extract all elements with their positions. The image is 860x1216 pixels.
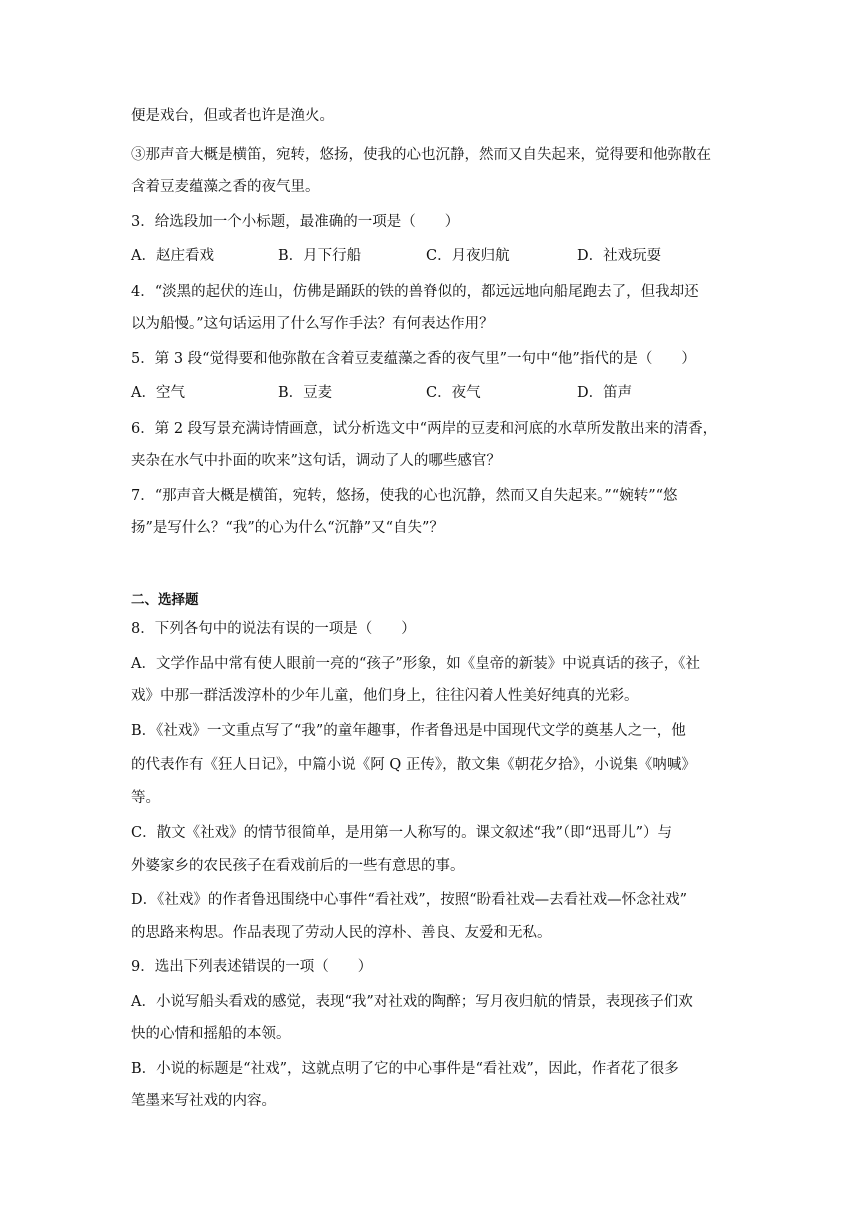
- question-9-option-b-cont: 笔墨来写社戏的内容。: [131, 1093, 276, 1109]
- passage-line: 含着豆麦蕴藻之香的夜气里。: [131, 179, 320, 195]
- question-8-option-c-cont: 外婆家乡的农民孩子在看戏前后的一些有意思的事。: [131, 858, 465, 874]
- question-6: 6．第 2 段写景充满诗情画意，试分析选文中“两岸的豆麦和河底的水草所发散出来的清香，: [131, 421, 718, 437]
- question-8-option-b-cont: 的代表作有《狂人日记》，中篇小说《阿 Q 正传》，散文集《朝花夕拾》，小说集《呐喊》: [131, 757, 696, 773]
- question-3-options: [131, 246, 751, 266]
- question-6-cont: 夹杂在水气中扑面的吹来”这句话，调动了人的哪些感官？: [131, 453, 501, 469]
- question-9: 9．选出下列表述错误的一项（ ）: [131, 959, 373, 975]
- option-c: C．月夜归航: [426, 248, 510, 264]
- option-c: C．夜气: [426, 385, 481, 401]
- option-a: A．空气: [131, 385, 185, 401]
- question-8-option-c: C．散文《社戏》的情节很简单，是用第一人称写的。课文叙述“我”（即“迅哥儿”）与: [131, 825, 672, 841]
- option-d: D．社戏玩耍: [577, 248, 662, 264]
- question-9-option-a: A．小说写船头看戏的感觉，表现“我”对社戏的陶醉；写月夜归航的情景，表现孩子们欢: [131, 994, 693, 1010]
- question-8-option-b-cont: 等。: [131, 790, 160, 806]
- question-9-option-a-cont: 快的心情和摇船的本领。: [131, 1026, 291, 1042]
- question-5: 5．第 3 段“觉得要和他弥散在含着豆麦蕴藻之香的夜气里”一句中“他”指代的是（ ）: [131, 351, 696, 367]
- question-4: 4．“淡黑的起伏的连山，仿佛是踊跃的铁的兽脊似的，都远远地向船尾跑去了，但我却还: [131, 284, 699, 300]
- section-heading: 二、选择题: [131, 592, 199, 608]
- question-7-cont: 扬”是写什么？“我”的心为什么“沉静”又“自失”？: [131, 520, 444, 536]
- question-9-option-b: B．小说的标题是“社戏”，这就点明了它的中心事件是“看社戏”，因此，作者花了很多: [131, 1061, 679, 1077]
- question-8-option-d: D．《社戏》的作者鲁迅围绕中心事件“看社戏”，按照“盼看社戏—去看社戏—怀念社戏”: [131, 892, 688, 908]
- question-8: 8．下列各句中的说法有误的一项是（ ）: [131, 621, 416, 637]
- question-8-option-a-cont: 戏》中那一群活泼淳朴的少年儿童，他们身上，往往闪着人性美好纯真的光彩。: [131, 688, 639, 704]
- question-8-option-d-cont: 的思路来构思。作品表现了劳动人民的淳朴、善良、友爱和无私。: [131, 925, 552, 941]
- question-3: 3．给选段加一个小标题，最准确的一项是（ ）: [131, 214, 460, 230]
- option-a: A．赵庄看戏: [131, 248, 214, 264]
- question-4-cont: 以为船慢。”这句话运用了什么写作手法？有何表达作用？: [131, 316, 494, 332]
- passage-line: ③那声音大概是横笛，宛转，悠扬，使我的心也沉静，然而又自失起来，觉得要和他弥散在: [131, 147, 711, 163]
- option-b: B．豆麦: [278, 385, 333, 401]
- passage-line: 便是戏台，但或者也许是渔火。: [131, 108, 334, 124]
- option-b: B．月下行船: [278, 248, 362, 264]
- question-7: 7．“那声音大概是横笛，宛转，悠扬，使我的心也沉静，然而又自失起来。”“婉转”“悠: [131, 488, 678, 504]
- question-5-options: [131, 383, 751, 403]
- question-8-option-b: B．《社戏》一文重点写了“我”的童年趣事，作者鲁迅是中国现代文学的奠基人之一，他: [131, 723, 686, 739]
- option-d: D．笛声: [577, 385, 633, 401]
- question-8-option-a: A．文学作品中常有使人眼前一亮的“孩子”形象，如《皇帝的新装》中说真话的孩子，《社: [131, 656, 701, 672]
